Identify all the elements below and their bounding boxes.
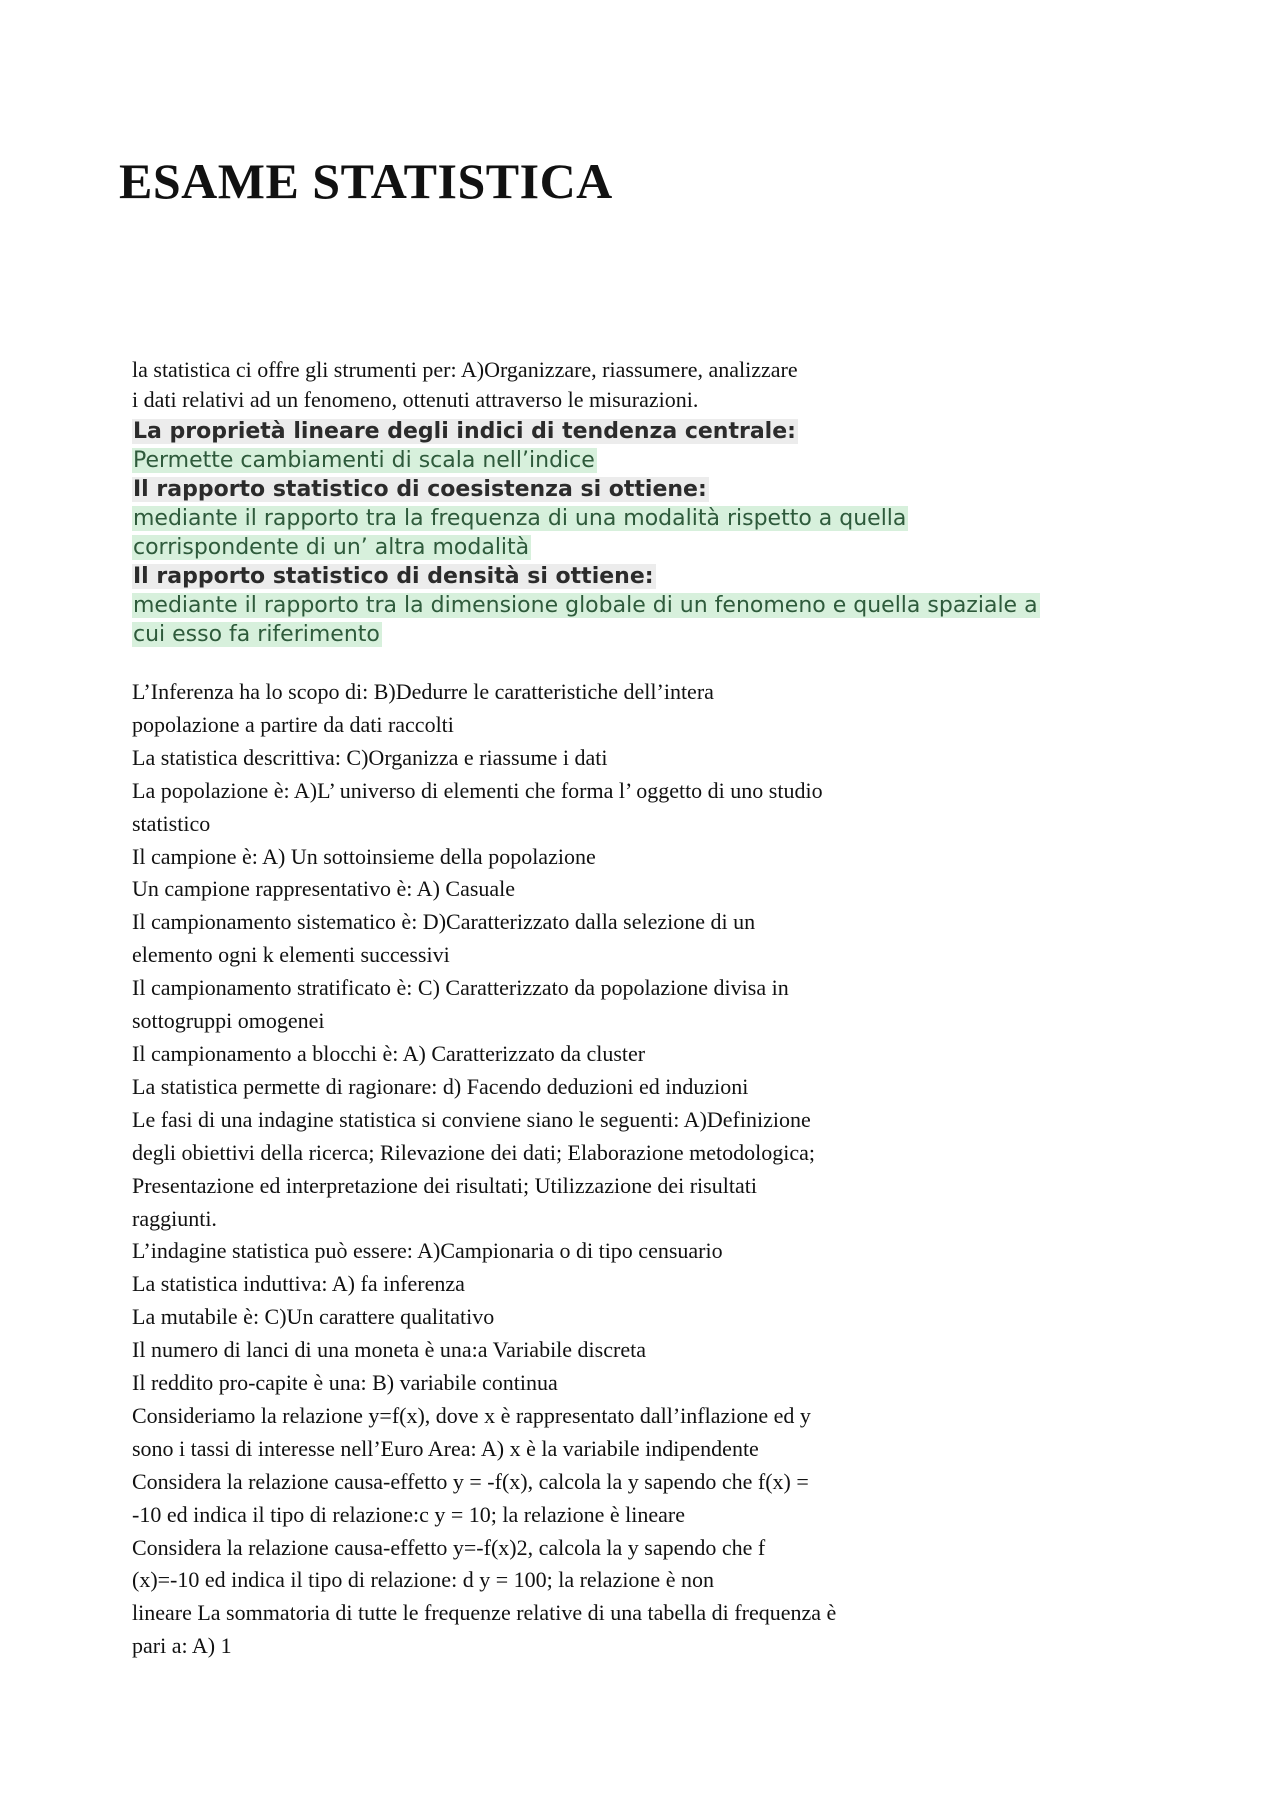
qa-line: La mutabile è: C)Un carattere qualitativo [132,1304,495,1330]
qa-line: Il campionamento sistematico è: D)Caratterizzato dalla selezione di un [132,909,756,935]
qa-line: Il reddito pro-capite è una: B) variabile continua [132,1370,558,1396]
intro-paragraph [132,355,1192,415]
qa-line: elemento ogni k elementi successivi [132,942,450,968]
qa-line: pari a: A) 1 [132,1633,232,1659]
qa-line: sottogruppi omogenei [132,1008,325,1034]
qa-line: Presentazione ed interpretazione dei risultati; Utilizzazione dei risultati [132,1172,757,1198]
qa-line: Considera la relazione causa-effetto y=-f(x)2, calcola la y sapendo che f [132,1534,766,1560]
qa-line: Un campione rappresentativo è: A) Casuale [132,876,516,902]
qa-line: Le fasi di una indagine statistica si conviene siano le seguenti: A)Definizione [132,1106,811,1132]
qa-line: degli obiettivi della ricerca; Rilevazione dei dati; Elaborazione metodologica; [132,1139,815,1165]
qa-line: La statistica induttiva: A) fa inferenza [132,1271,465,1297]
text-line: la statistica ci offre gli strumenti per: A)Organizzare, riassumere, analizzare [132,357,798,382]
highlighted-section [132,417,1232,649]
highlighted-question: Il rapporto statistico di coesistenza si ottiene: [133,477,707,502]
highlighted-question: Il rapporto statistico di densità si ottiene: [133,564,654,589]
highlighted-question: La proprietà lineare degli indici di tendenza centrale: [133,419,796,444]
qa-line: statistico [132,810,211,836]
qa-line: sono i tassi di interesse nell’Euro Area: A) x è la variabile indipendente [132,1435,759,1461]
qa-line: Il campione è: A) Un sottoinsieme della popolazione [132,843,596,869]
qa-line: L’indagine statistica può essere: A)Campionaria o di tipo censuario [132,1238,723,1264]
qa-line: La statistica permette di ragionare: d) Facendo deduzioni ed induzioni [132,1073,749,1099]
highlighted-answer: mediante il rapporto tra la dimensione globale di un fenomeno e quella spaziale a [133,593,1038,618]
qa-line: raggiunti. [132,1205,217,1231]
qa-line: L’Inferenza ha lo scopo di: B)Dedurre le caratteristiche dell’intera [132,679,714,704]
qa-line: La popolazione è: A)L’ universo di elementi che forma l’ oggetto di uno studio [132,777,823,803]
highlighted-answer: corrispondente di un’ altra modalità [133,535,530,560]
qa-line: Il numero di lanci di una moneta è una:a Variabile discreta [132,1337,646,1363]
highlighted-answer: mediante il rapporto tra la frequenza di una modalità rispetto a quella [133,506,907,531]
qa-line: (x)=-10 ed indica il tipo di relazione: d y = 100; la relazione è non [132,1567,714,1593]
qa-line: Consideriamo la relazione y=f(x), dove x è rappresentato dall’inflazione ed y [132,1402,811,1428]
text-line: i dati relativi ad un fenomeno, ottenuti attraverso le misurazioni. [132,387,699,412]
highlighted-answer: Permette cambiamenti di scala nell’indice [133,448,595,473]
qa-line: lineare La sommatoria di tutte le frequenze relative di una tabella di frequenza è [132,1600,837,1626]
highlighted-answer: cui esso fa riferimento [133,622,380,647]
document-title: ESAME STATISTICA [119,153,613,209]
qa-line: La statistica descrittiva: C)Organizza e riassume i dati [132,744,608,770]
qa-line: Il campionamento stratificato è: C) Caratterizzato da popolazione divisa in [132,975,789,1001]
qa-list [132,676,1192,1663]
qa-line: Il campionamento a blocchi è: A) Caratterizzato da cluster [132,1040,646,1066]
qa-line: popolazione a partire da dati raccolti [132,711,454,737]
qa-line: Considera la relazione causa-effetto y = -f(x), calcola la y sapendo che f(x) = [132,1468,809,1494]
qa-line: -10 ed indica il tipo di relazione:c y = 10; la relazione è lineare [132,1501,686,1527]
